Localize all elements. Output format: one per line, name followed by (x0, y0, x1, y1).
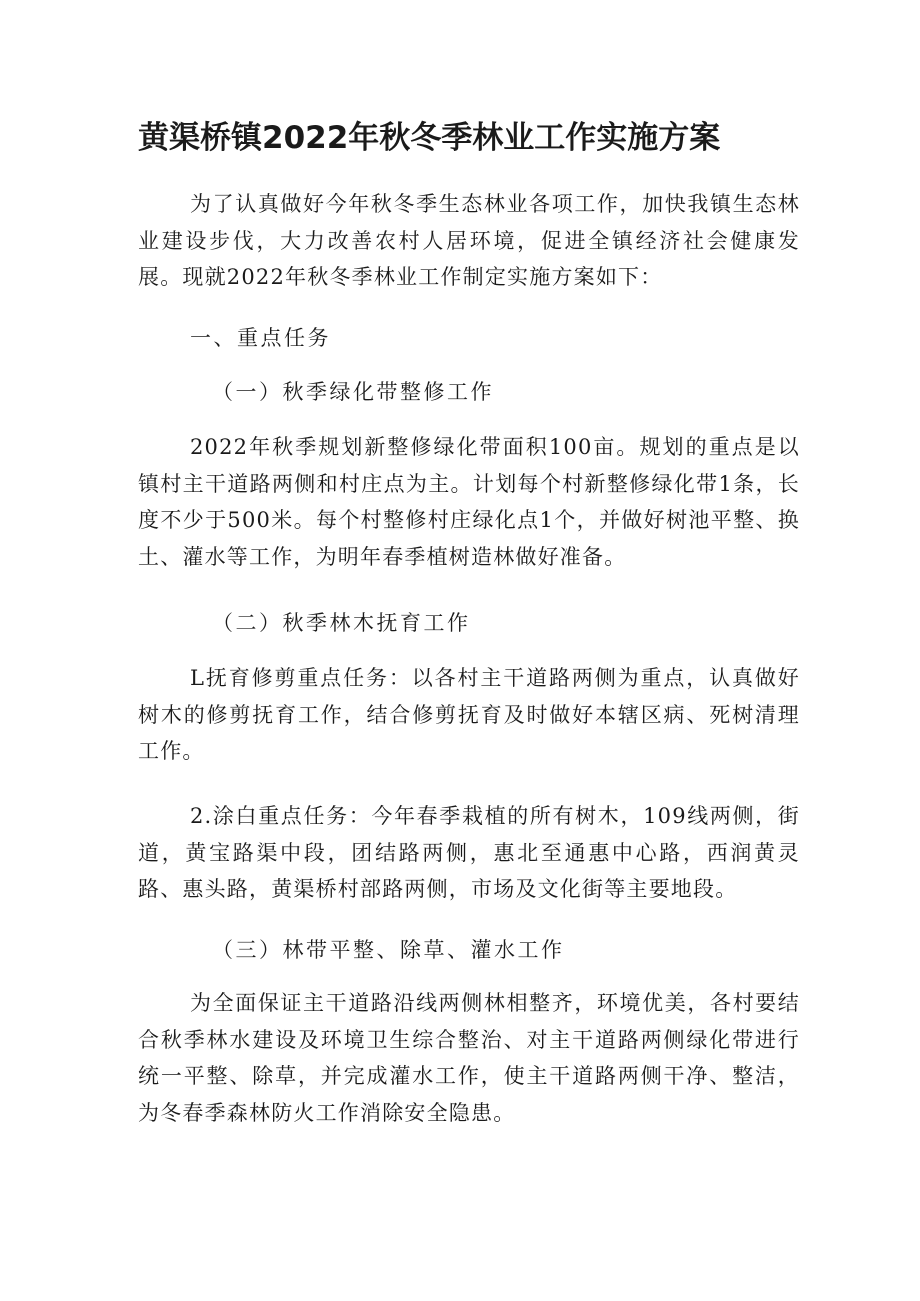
subsection-2-item-2: 2.涂白重点任务：今年春季栽植的所有树木，109线两侧，街道，黄宝路渠中段，团结路两侧，惠北至通惠中心路，西润黄灵路、惠头路，黄渠桥村部路两侧，市场及文化街等主要地段。 (138, 804, 800, 901)
subsection-heading-2: （二）秋季林木抚育工作 (212, 611, 471, 635)
subsection-2-item-1: L抚育修剪重点任务：以各村主干道路两侧为重点，认真做好树木的修剪抚育工作，结合修剪抚育及时做好本辖区病、死树清理工作。 (138, 666, 800, 763)
subsection-1-body: 2022年秋季规划新整修绿化带面积100亩。规划的重点是以镇村主干道路两侧和村庄点为主。计划每个村新整修绿化带1条，长度不少于500米。每个村整修村庄绿化点1个，并做好树池平整、换土、灌水等工作，为明年春季植树造林做好准备。 (138, 435, 800, 569)
subsection-3-body: 为全面保证主干道路沿线两侧林相整齐，环境优美，各村要结合秋季林水建设及环境卫生综合整治、对主干道路两侧绿化带进行统一平整、除草，并完成灌水工作，使主干道路两侧干净、整洁，为冬春季森林防火工作消除安全隐患。 (138, 991, 800, 1125)
intro-paragraph: 为了认真做好今年秋冬季生态林业各项工作，加快我镇生态林业建设步伐，大力改善农村人居环境，促进全镇经济社会健康发展。现就2022年秋冬季林业工作制定实施方案如下： (138, 192, 800, 289)
section-heading-key-tasks: 一、重点任务 (190, 326, 331, 350)
subsection-heading-3: （三）林带平整、除草、灌水工作 (212, 938, 565, 962)
subsection-heading-1: （一）秋季绿化带整修工作 (212, 380, 494, 404)
document-title: 黄渠桥镇2022年秋冬季林业工作实施方案 (138, 120, 721, 156)
